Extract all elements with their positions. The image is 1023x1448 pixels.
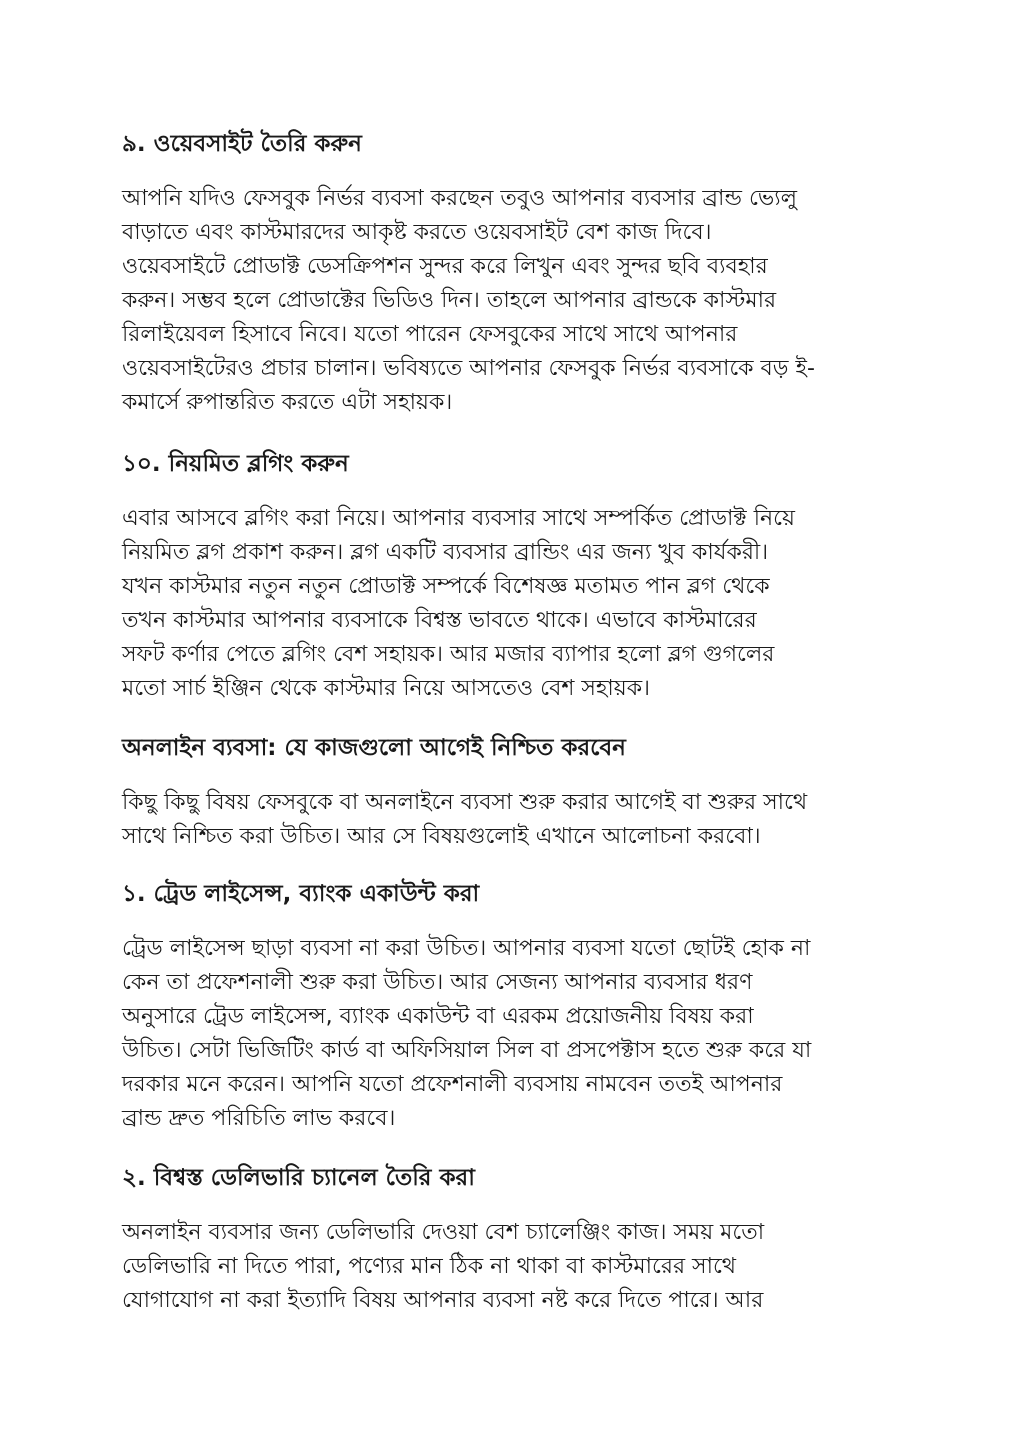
paragraph-line: সফট কর্ণার পেতে ব্লগিং বেশ সহায়ক। আর মজার ব্যাপার হলো ব্লগ গুগলের: [122, 642, 775, 667]
section-heading-trade-license: ১. ট্রেড লাইসেন্স, ব্যাংক একাউন্ট করা: [122, 881, 480, 907]
paragraph-line: ট্রেড লাইসেন্স ছাড়া ব্যবসা না করা উচিত। আপনার ব্যবসা যতো ছোটই হোক না: [122, 936, 811, 961]
section-heading-blogging: ১০. নিয়মিত ব্লগিং করুন: [122, 451, 349, 477]
paragraph-line: যোগাযোগ না করা ইত্যাদি বিষয় আপনার ব্যবসা নষ্ট করে দিতে পারে। আর: [122, 1288, 764, 1313]
section-paragraph-delivery: [122, 1216, 912, 1318]
section-paragraph-online-business: [122, 786, 912, 854]
paragraph-line: কেন তা প্রফেশনালী শুরু করা উচিত। আর সেজন্য আপনার ব্যবসার ধরণ: [122, 970, 753, 995]
section-paragraph-blogging: [122, 502, 912, 706]
section-paragraph-website: [122, 182, 912, 420]
paragraph-line: রিলাইয়েবল হিসাবে নিবে। যতো পারেন ফেসবুকের সাথে সাথে আপনার: [122, 322, 738, 347]
paragraph-line: নিয়মিত ব্লগ প্রকাশ করুন। ব্লগ একটি ব্যবসার ব্রান্ডিং এর জন্য খুব কার্যকরী।: [122, 540, 769, 565]
paragraph-line: কমার্সে রুপান্তরিত করতে এটা সহায়ক।: [122, 390, 453, 415]
paragraph-line: মতো সার্চ ইঞ্জিন থেকে কাস্টমার নিয়ে আসতেও বেশ সহায়ক।: [122, 676, 651, 701]
paragraph-line: তখন কাস্টমার আপনার ব্যবসাকে বিশ্বস্ত ভাবতে থাকে। এভাবে কাস্টমারের: [122, 608, 757, 633]
paragraph-line: অনলাইন ব্যবসার জন্য ডেলিভারি দেওয়া বেশ চ্যালেঞ্জিং কাজ। সময় মতো: [122, 1220, 765, 1245]
paragraph-line: ডেলিভারি না দিতে পারা, পণ্যের মান ঠিক না থাকা বা কাস্টমারের সাথে: [122, 1254, 737, 1279]
section-heading-website: ৯. ওয়েবসাইট তৈরি করুন: [122, 131, 362, 157]
paragraph-line: ওয়েবসাইটে প্রোডাক্ট ডেসক্রিপশন সুন্দর করে লিখুন এবং সুন্দর ছবি ব্যবহার: [122, 254, 768, 279]
paragraph-line: যখন কাস্টমার নতুন নতুন প্রোডাক্ট সম্পর্কে বিশেষজ্ঞ মতামত পান ব্লগ থেকে: [122, 574, 770, 599]
paragraph-line: অনুসারে ট্রেড লাইসেন্স, ব্যাংক একাউন্ট বা এরকম প্রয়োজনীয় বিষয় করা: [122, 1004, 754, 1029]
paragraph-line: ব্রান্ড দ্রুত পরিচিতি লাভ করবে।: [122, 1106, 396, 1131]
paragraph-line: আপনি যদিও ফেসবুক নির্ভর ব্যবসা করছেন তবুও আপনার ব্যবসার ব্রান্ড ভ্যেলু: [122, 186, 798, 211]
paragraph-line: এবার আসবে ব্লগিং করা নিয়ে। আপনার ব্যবসার সাথে সম্পর্কিত প্রোডাক্ট নিয়ে: [122, 506, 795, 531]
paragraph-line: উচিত। সেটা ভিজিটিং কার্ড বা অফিসিয়াল সিল বা প্রসপেক্টাস হতে শুরু করে যা: [122, 1038, 812, 1063]
paragraph-line: ওয়েবসাইটেরও প্রচার চালান। ভবিষ্যতে আপনার ফেসবুক নির্ভর ব্যবসাকে বড় ই-: [122, 356, 815, 381]
paragraph-line: বাড়াতে এবং কাস্টমারদের আকৃষ্ট করতে ওয়েবসাইট বেশ কাজ দিবে।: [122, 220, 712, 245]
section-paragraph-trade-license: [122, 932, 912, 1136]
paragraph-line: সাথে নিশ্চিত করা উচিত। আর সে বিষয়গুলোই এখানে আলোচনা করবো।: [122, 824, 761, 849]
section-heading-online-business: অনলাইন ব্যবসা: যে কাজগুলো আগেই নিশ্চিত করবেন: [122, 735, 626, 761]
paragraph-line: করুন। সম্ভব হলে প্রোডাক্টের ভিডিও দিন। তাহলে আপনার ব্রান্ডকে কাস্টমার: [122, 288, 777, 313]
paragraph-line: দরকার মনে করেন। আপনি যতো প্রফেশনালী ব্যবসায় নামবেন ততই আপনার: [122, 1072, 783, 1097]
paragraph-line: কিছু কিছু বিষয় ফেসবুকে বা অনলাইনে ব্যবসা শুরু করার আগেই বা শুরুর সাথে: [122, 790, 808, 815]
section-heading-delivery: ২. বিশ্বস্ত ডেলিভারি চ্যানেল তৈরি করা: [122, 1165, 475, 1191]
